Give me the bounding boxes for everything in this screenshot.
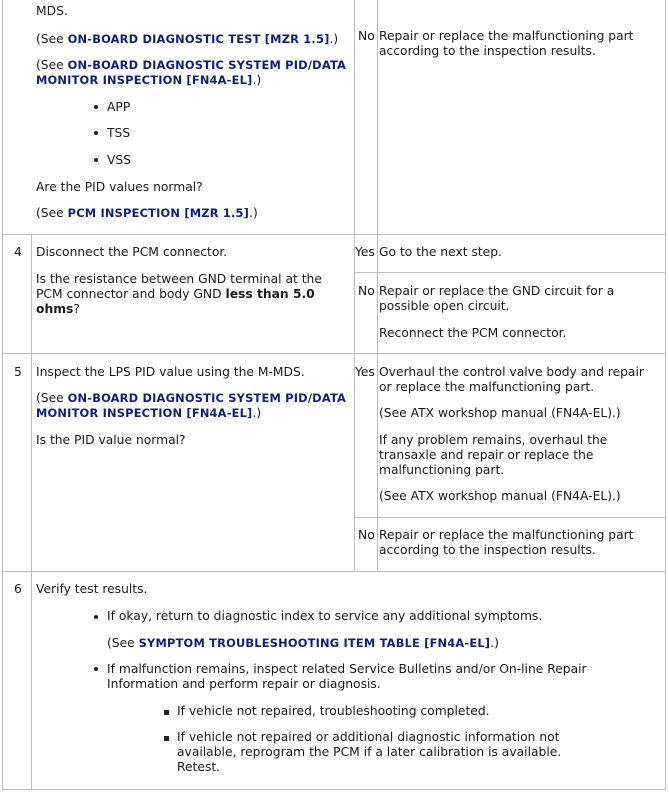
step5-yes-l4: If any problem remains, overhaul the [379,433,608,447]
step6-bullet-malfunction-l2: Information and perform repair or diagnosis. [107,677,381,691]
step5-action: Inspect the LPS PID value using the M-MDS. [36,365,305,379]
row-top-see-pid-monitor-l2: MONITOR INSPECTION [FN4A-EL].) [36,73,262,87]
table-border-right [665,0,666,790]
step6-bullet-malfunction-l1: If malfunction remains, inspect related Service Bulletins and/or On-line Repair [107,662,587,676]
row-divider [2,571,665,572]
step5-see-pid-monitor: (See ON-BOARD DIAGNOSTIC SYSTEM PID/DATA [36,391,347,405]
step6-sub-reprogram-l1: If vehicle not repaired or additional diagnostic information not [177,730,560,744]
step4-no-action-l1: Repair or replace the GND circuit for a [379,284,615,298]
result-divider [354,272,665,273]
link-pcm-inspection[interactable]: PCM INSPECTION [MZR 1.5] [67,206,250,220]
step4-question-l1: Is the resistance between GND terminal at the [36,272,322,286]
link-pid-data-monitor[interactable]: ON-BOARD DIAGNOSTIC SYSTEM PID/DATA [67,391,347,405]
step5-yes-l6: malfunctioning part. [379,463,505,477]
bullet-icon [94,105,98,109]
step6-action: Verify test results. [36,582,148,596]
step6-sub-not-repaired: If vehicle not repaired, troubleshooting completed. [177,704,490,718]
step4-yes-label: Yes [355,245,375,259]
step5-yes-l3: (See ATX workshop manual (FN4A-EL).) [379,406,621,420]
link-pid-data-monitor[interactable]: ON-BOARD DIAGNOSTIC SYSTEM PID/DATA [67,58,347,72]
step5-see-pid-monitor-l2: MONITOR INSPECTION [FN4A-EL].) [36,406,262,420]
row-top-no-action-l2: according to the inspection results. [379,44,596,58]
link-onboard-diagnostic-test[interactable]: ON-BOARD DIAGNOSTIC TEST [MZR 1.5] [67,32,330,46]
row-top-question: Are the PID values normal? [36,180,203,194]
step5-yes-l7: (See ATX workshop manual (FN4A-EL).) [379,489,621,503]
step5-no-label: No [358,528,375,542]
bullet-icon [94,615,98,619]
step5-yes-l2: or replace the malfunctioning part. [379,380,595,394]
row-top-see-onboard-test: (See ON-BOARD DIAGNOSTIC TEST [MZR 1.5].) [36,32,339,46]
bullet-icon [94,158,98,162]
column-divider-action [377,0,378,572]
link-pid-data-monitor-cont[interactable]: MONITOR INSPECTION [FN4A-EL] [36,406,253,420]
table-border-left [2,0,3,790]
step6-see-symptom-table: (See SYMPTOM TROUBLESHOOTING ITEM TABLE [FN4A-EL].) [107,636,499,650]
step4-yes-action: Go to the next step. [379,245,502,259]
pid-item-tss: TSS [107,126,131,140]
row-top-no-action-l1: Repair or replace the malfunctioning part [379,29,634,43]
step4-no-label: No [358,284,375,298]
column-divider-num [31,235,32,790]
step-number: 6 [14,582,22,596]
step4-question-l2: PCM connector and body GND less than 5.0 [36,287,315,301]
row-top-see-pcm-inspection: (See PCM INSPECTION [MZR 1.5].) [36,206,258,220]
square-bullet-icon [164,736,169,741]
row-top-see-pid-monitor: (See ON-BOARD DIAGNOSTIC SYSTEM PID/DATA [36,58,347,72]
step4-no-action-l3: Reconnect the PCM connector. [379,326,567,340]
result-divider [354,517,665,518]
pid-item-vss: VSS [107,153,132,167]
square-bullet-icon [164,710,169,715]
row-top-no-label: No [358,29,375,43]
step5-yes-l1: Overhaul the control valve body and repair [379,365,644,379]
step6-sub-reprogram-l3: Retest. [177,760,221,774]
step5-question: Is the PID value normal? [36,433,186,447]
bullet-icon [94,131,98,135]
column-divider-yesno [354,0,355,572]
step5-yes-label: Yes [355,365,375,379]
step-number: 4 [14,245,22,259]
step4-question-l3: ohms? [36,302,80,316]
row-divider [2,353,665,354]
row-divider [2,789,665,790]
pid-item-app: APP [107,100,131,114]
step-number: 5 [14,365,22,379]
link-pid-data-monitor-cont[interactable]: MONITOR INSPECTION [FN4A-EL] [36,73,253,87]
step5-no-l1: Repair or replace the malfunctioning part [379,528,634,542]
step5-no-l2: according to the inspection results. [379,543,596,557]
step4-no-action-l2: possible open circuit. [379,299,510,313]
step6-sub-reprogram-l2: available, reprogram the PCM if a later calibration is available. [177,745,562,759]
bullet-icon [94,667,98,671]
row-divider [2,234,665,235]
step5-yes-l5: transaxle and repair or replace the [379,448,594,462]
row-top-text-mds: MDS. [36,4,68,18]
step4-action: Disconnect the PCM connector. [36,245,228,259]
step6-bullet-okay: If okay, return to diagnostic index to service any additional symptoms. [107,609,543,623]
link-symptom-troubleshooting[interactable]: SYMPTOM TROUBLESHOOTING ITEM TABLE [FN4A-EL] [138,636,491,650]
